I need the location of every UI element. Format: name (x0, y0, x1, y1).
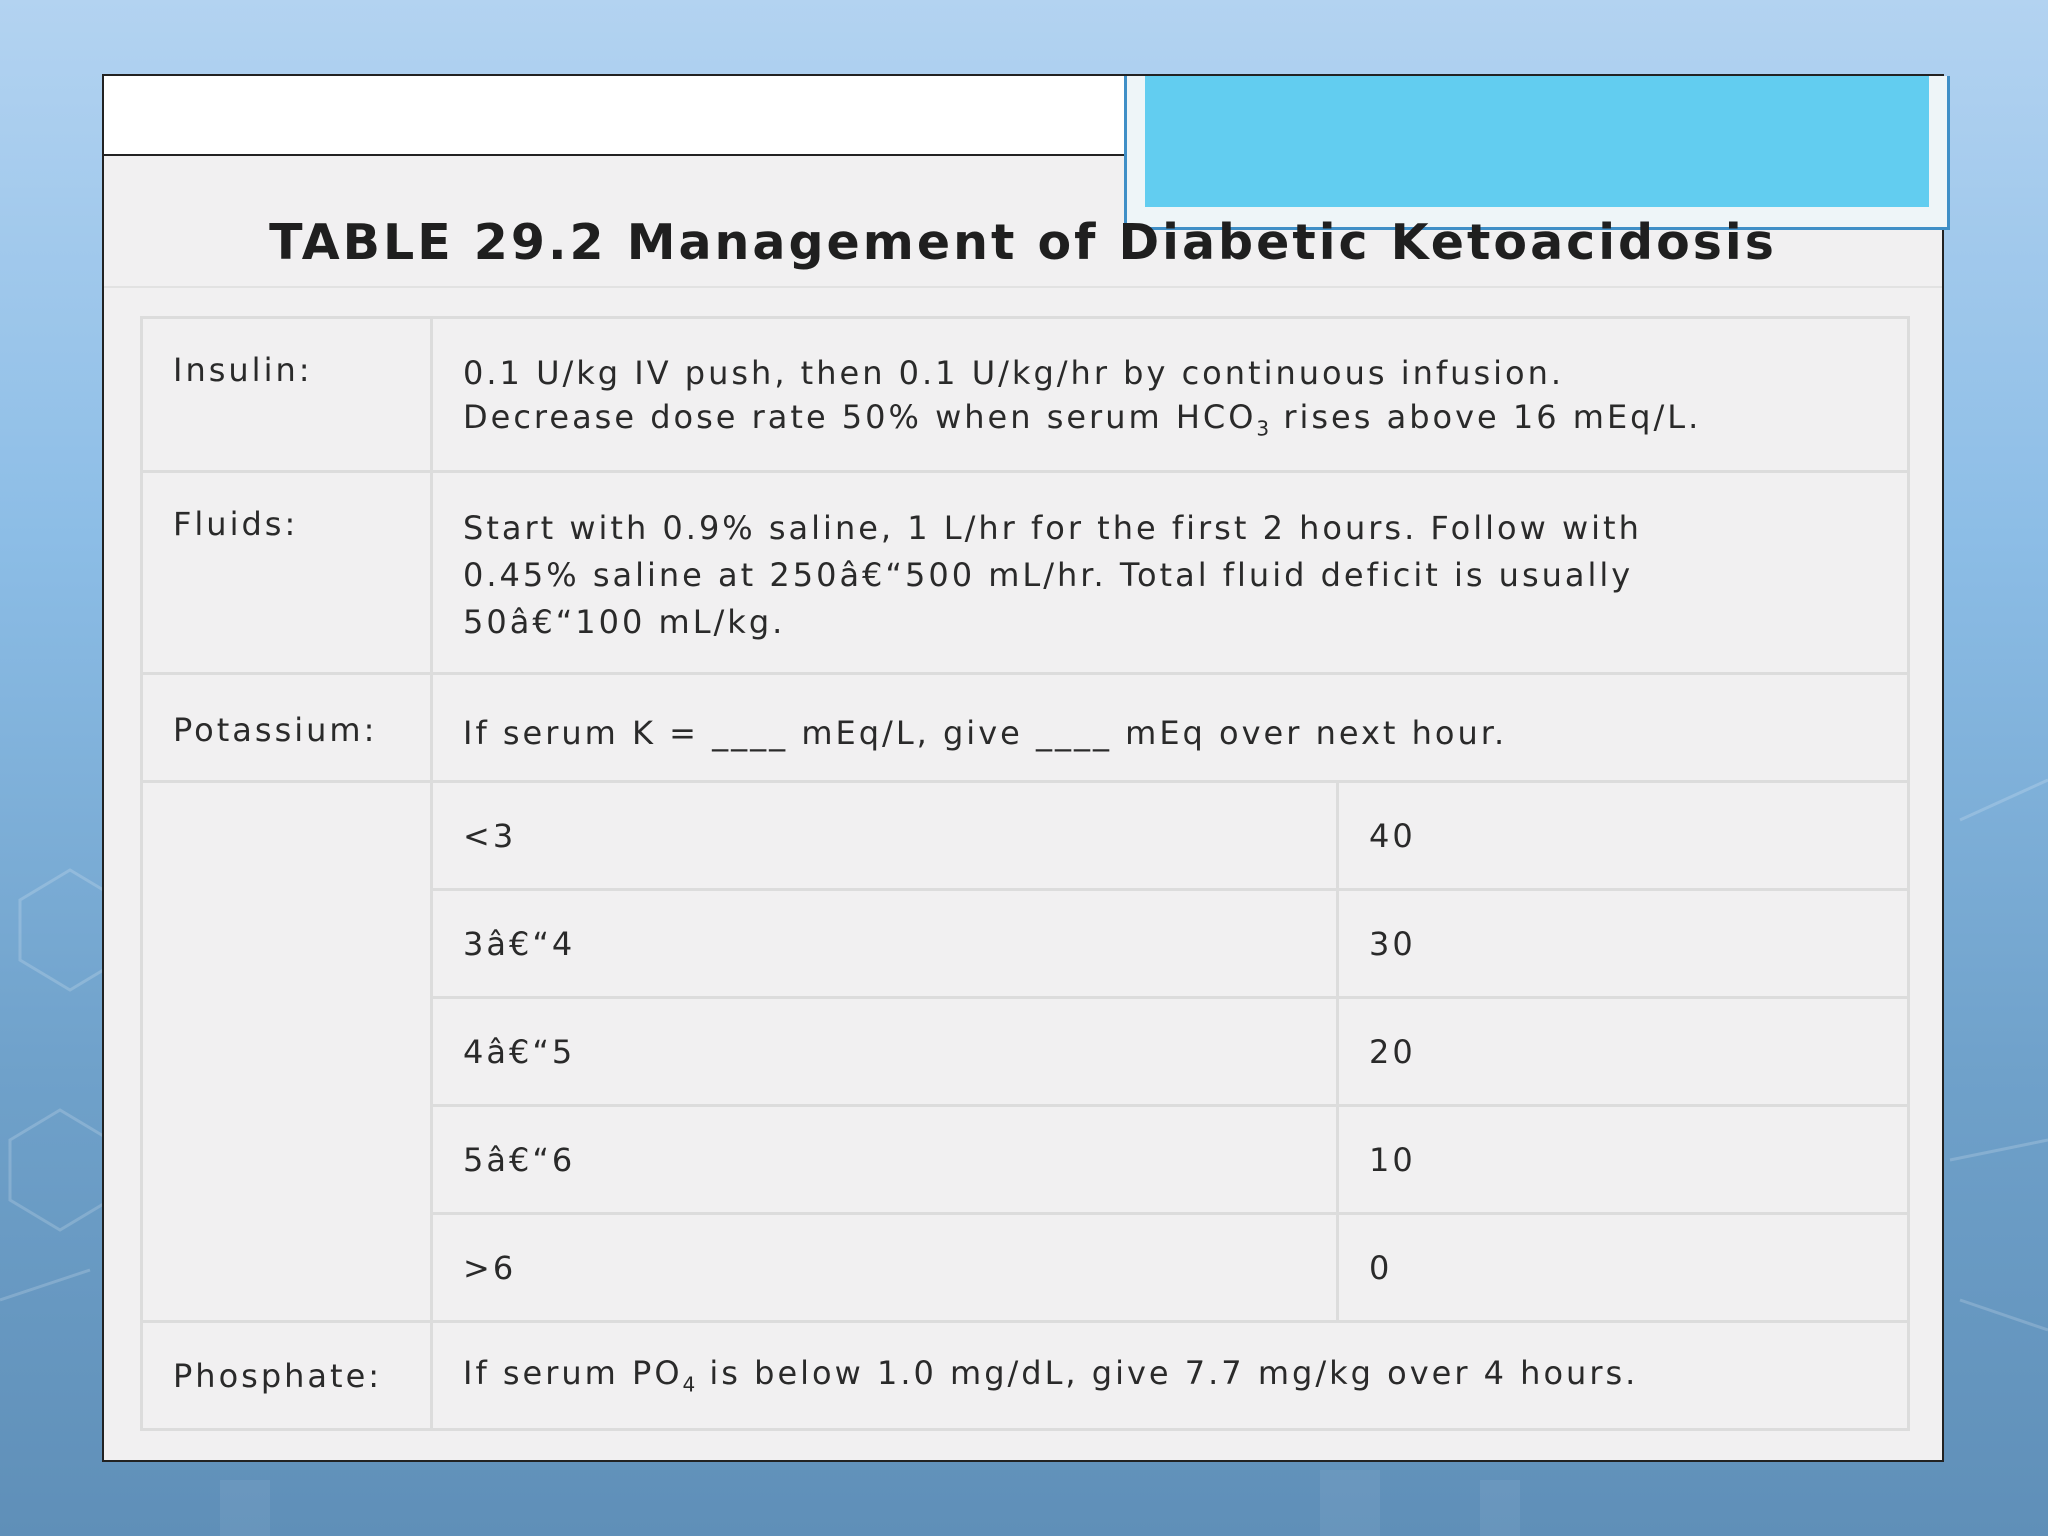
phosphate-text-prefix: If serum PO (463, 1354, 683, 1393)
row-label-potassium: Potassium: (142, 674, 432, 782)
title-accent-box (1124, 76, 1950, 230)
potassium-dose-meq: 10 (1338, 1106, 1909, 1214)
insulin-line-2 (463, 395, 1877, 450)
insulin-line-2-subscript: 3 (1256, 416, 1271, 441)
title-divider (104, 286, 1942, 288)
table-row-fluids (142, 472, 1909, 674)
table-row-potassium (142, 674, 1909, 782)
serum-k-range: 5â€“6 (432, 1106, 1338, 1214)
table-row-insulin (142, 318, 1909, 472)
potassium-dose-spacer (142, 782, 432, 1322)
fluids-line-1: Start with 0.9% saline, 1 L/hr for the first 2 hours. Follow with (463, 509, 1642, 547)
phosphate-text (432, 1322, 1909, 1430)
potassium-dose-meq: 20 (1338, 998, 1909, 1106)
slide (102, 74, 1944, 1462)
serum-k-range: 4â€“5 (432, 998, 1338, 1106)
insulin-line-2-suffix: rises above 16 mEq/L. (1270, 398, 1702, 436)
potassium-dose-meq: 40 (1338, 782, 1909, 890)
phosphate-text-subscript: 4 (682, 1372, 697, 1397)
phosphate-text-suffix: is below 1.0 mg/dL, give 7.7 mg/kg over 4 hours. (696, 1354, 1639, 1393)
row-label-insulin: Insulin: (142, 318, 432, 472)
potassium-dose-meq: 0 (1338, 1214, 1909, 1322)
row-label-fluids: Fluids: (142, 472, 432, 674)
potassium-text: If serum K = ____ mEq/L, give ____ mEq over next hour. (432, 674, 1909, 782)
table-row-phosphate (142, 1322, 1909, 1430)
insulin-line-2-prefix: Decrease dose rate 50% when serum HCO (463, 398, 1257, 436)
row-label-phosphate: Phosphate: (142, 1322, 432, 1430)
serum-k-range: 3â€“4 (432, 890, 1338, 998)
fluids-text (432, 472, 1909, 674)
fluids-line-3: 50â€“100 mL/kg. (463, 603, 786, 641)
dka-management-table (140, 316, 1910, 1431)
insulin-line-1: 0.1 U/kg IV push, then 0.1 U/kg/hr by continuous infusion. (463, 354, 1565, 392)
fluids-line-2: 0.45% saline at 250â€“500 mL/hr. Total fluid deficit is usually (463, 556, 1634, 594)
insulin-text (432, 318, 1909, 472)
title-accent-fill (1145, 76, 1929, 207)
potassium-dose-row (142, 782, 1909, 890)
serum-k-range: <3 (432, 782, 1338, 890)
table-title: TABLE 29.2 Management of Diabetic Ketoacidosis (269, 214, 1777, 271)
serum-k-range: >6 (432, 1214, 1338, 1322)
potassium-dose-meq: 30 (1338, 890, 1909, 998)
